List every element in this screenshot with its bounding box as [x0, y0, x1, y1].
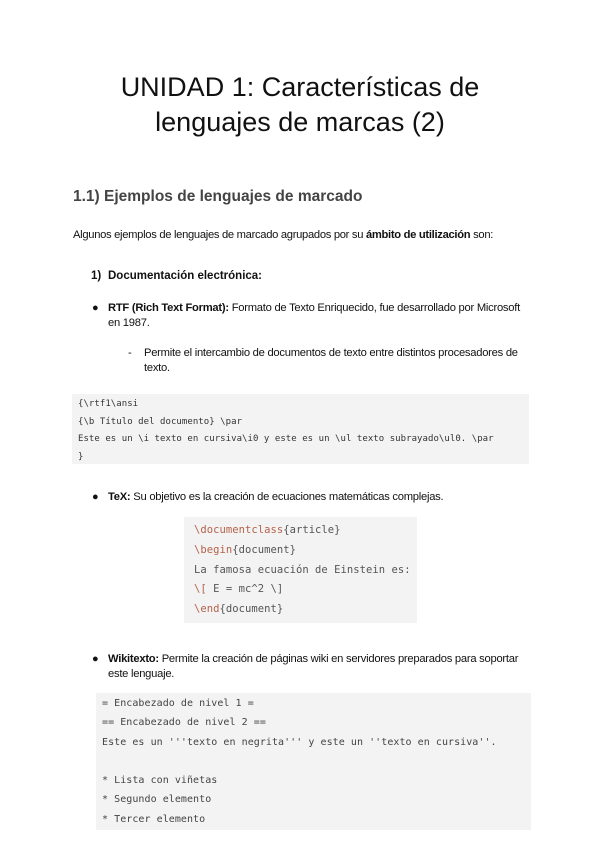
- code-text: {document}: [232, 543, 296, 556]
- bullet-wikitexto: [92, 652, 522, 682]
- code-block-rtf: [72, 394, 529, 464]
- bullet-rtf: [92, 301, 522, 331]
- code-line: [102, 752, 531, 771]
- code-line: * Segundo elemento: [102, 794, 212, 806]
- code-line: [194, 521, 417, 541]
- sub-bullet-text: Permite el intercambio de documentos de texto entre distintos procesadores de texto.: [144, 347, 518, 374]
- code-line: = Encabezado de nivel 1 =: [102, 698, 254, 709]
- code-line: [194, 561, 417, 581]
- code-line: }: [78, 451, 84, 462]
- bullet-marker: ●: [92, 653, 99, 665]
- code-line: [194, 580, 417, 600]
- code-text: {article}: [283, 524, 341, 536]
- sub-bullet: [128, 346, 528, 376]
- bullet-marker: ●: [92, 302, 99, 314]
- bullet-description: Formato de Texto Enriquecido, fue desarrollado por Microsoft en 1987.: [108, 302, 520, 329]
- code-line: * Lista con viñetas: [102, 775, 218, 787]
- bullet-description: Su objetivo es la creación de ecuaciones matemáticas complejas.: [130, 491, 444, 503]
- code-text: La famosa ecuación de Einstein es:: [194, 563, 411, 576]
- code-keyword: \documentclass: [194, 524, 284, 536]
- intro-bold-term: ámbito de utilización: [365, 229, 471, 241]
- section-heading: 1.1) Ejemplos de lenguajes de marcado: [73, 188, 363, 205]
- code-keyword: \[: [194, 583, 207, 596]
- code-text: E = mc^2 \]: [206, 583, 284, 596]
- bullet-term: Wikitexto:: [108, 653, 159, 665]
- bullet-term: TeX:: [108, 491, 131, 503]
- code-keyword: \begin: [194, 543, 233, 556]
- code-line: [194, 600, 417, 620]
- code-block-tex: [184, 517, 417, 623]
- page-title: [0, 70, 600, 140]
- numbered-item: [91, 270, 262, 282]
- bullet-tex: [92, 490, 522, 505]
- code-line: * Tercer elemento: [102, 813, 206, 825]
- title-line-1: UNIDAD 1: Características de: [120, 72, 480, 102]
- numbered-item-label: Documentación electrónica:: [108, 270, 263, 282]
- code-line: {\b Título del documento} \par: [78, 416, 243, 427]
- bullet-term: RTF (Rich Text Format):: [108, 302, 229, 314]
- code-line: Este es un '''texto en negrita''' y este un ''texto en cursiva''.: [102, 736, 497, 748]
- code-text: {document}: [219, 603, 284, 616]
- intro-paragraph: [73, 229, 493, 241]
- bullet-description: Permite la creación de páginas wiki en servidores preparados para soportar este lenguaje.: [108, 653, 519, 680]
- code-line: [194, 541, 417, 561]
- intro-text-before: Algunos ejemplos de lenguajes de marcado agrupados por su: [73, 229, 366, 241]
- code-block-wiki: [96, 693, 531, 830]
- sub-bullet-marker: -: [128, 347, 132, 359]
- code-line: Este es un \i texto en cursiva\i0 y este es un \ul texto subrayado\ul0. \par: [78, 434, 494, 444]
- bullet-marker: ●: [92, 491, 99, 503]
- title-line-2: lenguajes de marcas (2): [155, 107, 445, 137]
- intro-text-after: son:: [470, 229, 494, 241]
- code-keyword: \end: [194, 603, 220, 616]
- numbered-item-number: 1): [91, 270, 102, 282]
- code-line: == Encabezado de nivel 2 ==: [102, 717, 266, 729]
- code-line: {\rtf1\ansi: [78, 399, 139, 409]
